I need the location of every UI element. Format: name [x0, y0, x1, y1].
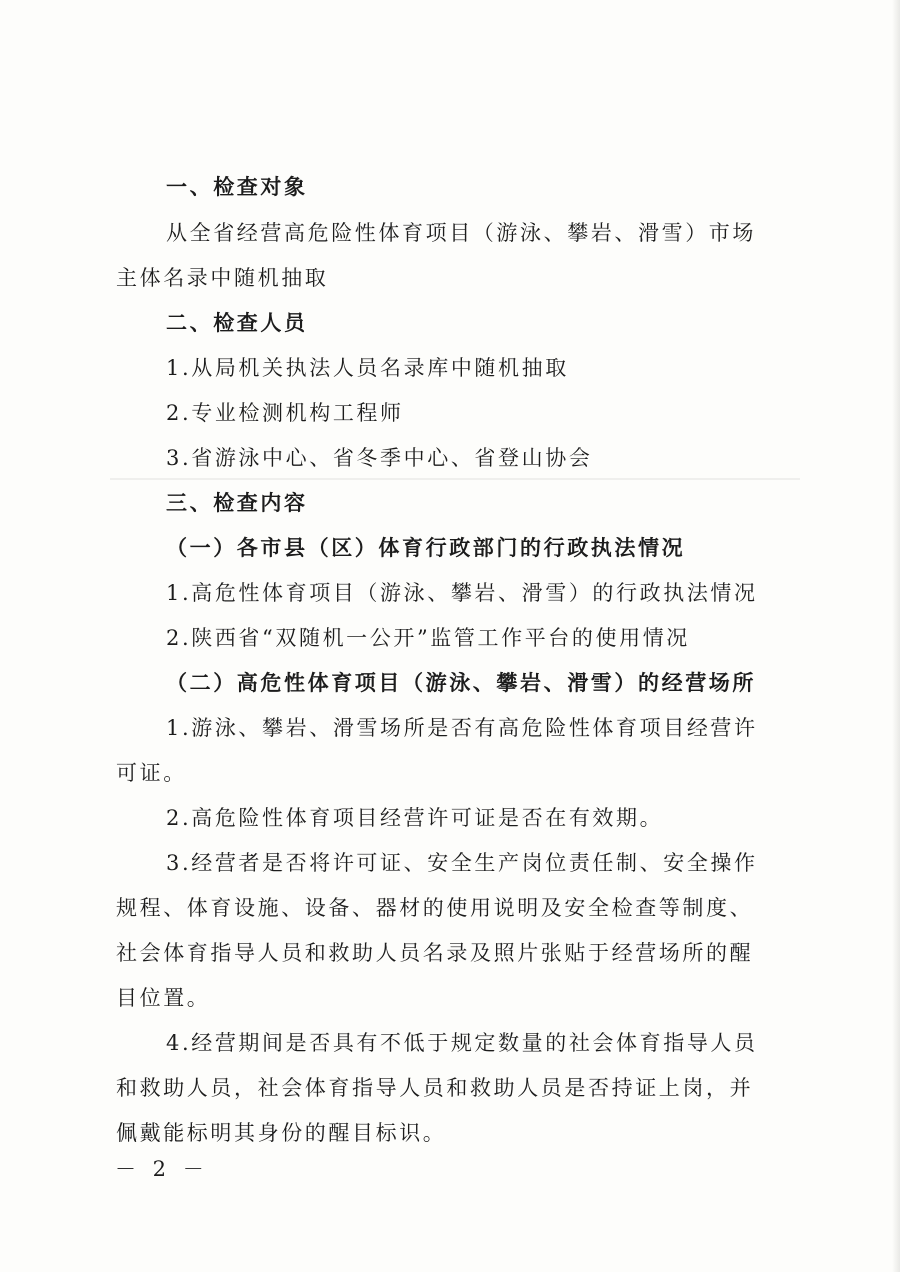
list-item: 1.游泳、攀岩、滑雪场所是否有高危险性体育项目经营许: [166, 716, 758, 740]
page-number: － 2 －: [115, 1157, 209, 1181]
list-item: 4.经营期间是否具有不低于规定数量的社会体育指导人员: [166, 1031, 758, 1055]
list-item: 2.高危险性体育项目经营许可证是否在有效期。: [166, 806, 664, 830]
list-item: 1.高危性体育项目（游泳、攀岩、滑雪）的行政执法情况: [166, 581, 758, 605]
bleed-through-rule: [110, 478, 800, 480]
body-line: 主体名录中随机抽取: [116, 266, 329, 290]
subsection-title: （二）高危性体育项目（游泳、攀岩、滑雪）的经营场所: [166, 670, 756, 695]
list-item-continuation: 规程、体育设施、设备、器材的使用说明及安全检查等制度、: [116, 896, 754, 920]
list-item-continuation: 和救助人员，社会体育指导人员和救助人员是否持证上岗，并: [116, 1076, 754, 1100]
list-item-continuation: 可证。: [116, 761, 187, 785]
scan-edge: [892, 0, 900, 1272]
section-heading-inspection-personnel: 二、检查人员: [166, 310, 308, 335]
list-item: 3.经营者是否将许可证、安全生产岗位责任制、安全操作: [166, 851, 758, 875]
list-item-continuation: 目位置。: [116, 986, 211, 1010]
subsection-title: （一）各市县（区）体育行政部门的行政执法情况: [166, 535, 686, 560]
list-item-continuation: 佩戴能标明其身份的醒目标识。: [116, 1121, 447, 1145]
section-heading-inspection-content: 三、检查内容: [166, 490, 308, 515]
list-item: 3.省游泳中心、省冬季中心、省登山协会: [166, 446, 593, 470]
body-line: 从全省经营高危险性体育项目（游泳、攀岩、滑雪）市场: [166, 221, 756, 245]
section-heading-inspection-target: 一、检查对象: [166, 174, 308, 199]
list-item: 1.从局机关执法人员名录库中随机抽取: [166, 356, 569, 380]
list-item: 2.陕西省“双随机一公开”监管工作平台的使用情况: [166, 626, 690, 650]
list-item-continuation: 社会体育指导人员和救助人员名录及照片张贴于经营场所的醒: [116, 941, 754, 965]
list-item: 2.专业检测机构工程师: [166, 401, 404, 425]
